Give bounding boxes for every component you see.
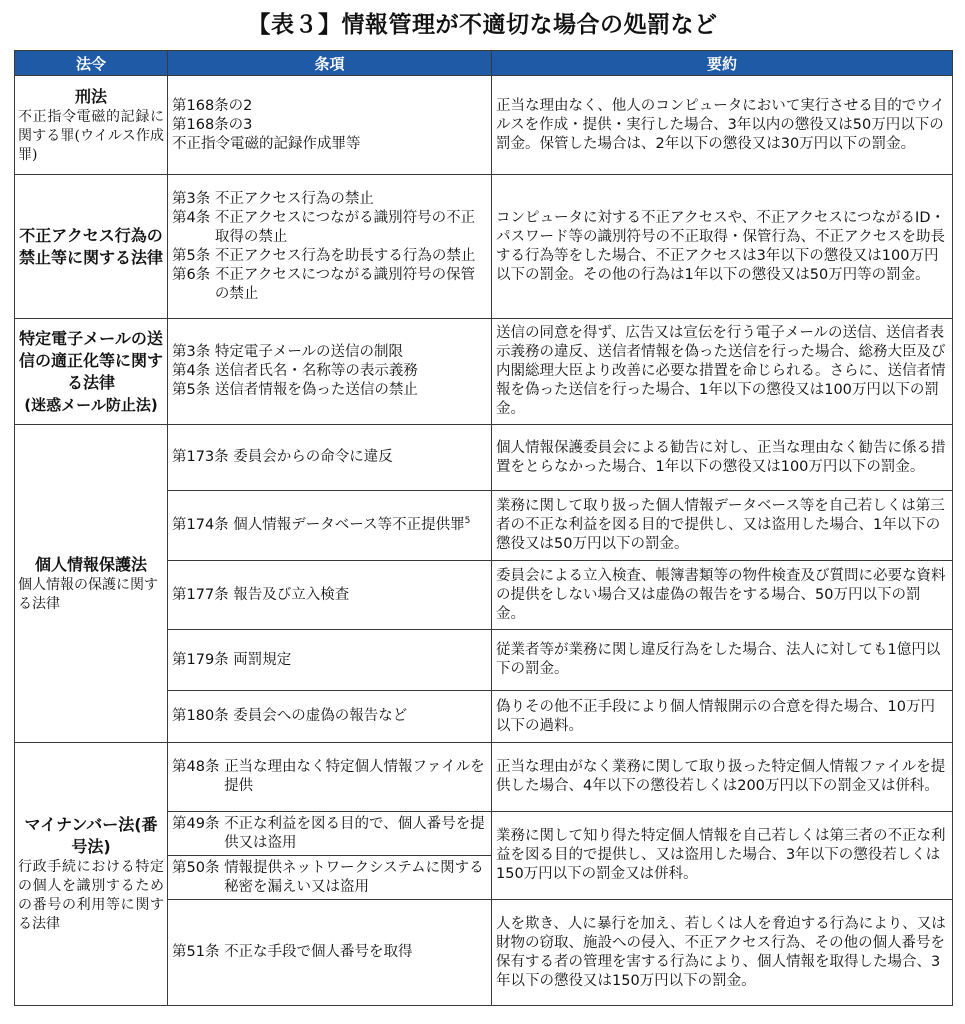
article-cell bbox=[168, 691, 492, 743]
table-row bbox=[15, 743, 953, 812]
table-row bbox=[15, 425, 953, 491]
summary-cell: 従業者等が業務に関し違反行為をした場合、法人に対しても1億円以下の罰金。 bbox=[492, 630, 953, 691]
law-subtitle: 不正指令電磁的記録に関する罪(ウイルス作成罪) bbox=[18, 108, 164, 163]
article-desc: 委員会からの命令に違反 bbox=[233, 449, 393, 465]
law-cell bbox=[15, 743, 168, 1006]
article-cell bbox=[168, 900, 492, 1006]
article-item bbox=[172, 209, 487, 247]
law-cell bbox=[15, 319, 168, 425]
article-number: 第50条 bbox=[172, 859, 220, 876]
summary-cell: 人を欺き、人に暴行を加え、若しくは人を脅迫する行為により、又は財物の窃取、施設への侵入、不正アクセス行為、その他の個人番号を保有する者の管理を害する行為により、個人情報を取得した場合、3年以下の懲役又は150万円以下の罰金。 bbox=[492, 900, 953, 1006]
article-cell bbox=[168, 425, 492, 491]
article-item bbox=[172, 362, 487, 381]
article-item bbox=[172, 943, 487, 962]
summary-cell: 業務に関して取り扱った個人情報データベース等を自己若しくは第三者の不正な利益を図る目的で提供し、又は盗用した場合、1年以下の懲役又は50万円以下の罰金。 bbox=[492, 491, 953, 561]
summary-cell: 業務に関して知り得た特定個人情報を自己若しくは第三者の不正な利益を図る目的で提供し、又は盗用した場合、3年以下の懲役若しくは150万円以下の罰金又は併科。 bbox=[492, 812, 953, 900]
article-cell bbox=[168, 175, 492, 319]
article-item bbox=[172, 448, 487, 467]
law-name: 個人情報保護法 bbox=[34, 554, 147, 574]
table-row bbox=[15, 319, 953, 425]
article-number: 第180条 bbox=[172, 708, 229, 724]
summary-cell: 正当な理由がなく業務に関して取り扱った特定個人情報ファイルを提供した場合、4年以下の懲役若しくは200万円以下の罰金又は併科。 bbox=[492, 743, 953, 812]
article-item bbox=[172, 707, 487, 726]
article-item bbox=[172, 815, 487, 853]
article-item bbox=[172, 859, 487, 897]
header-summary: 要約 bbox=[492, 51, 953, 76]
article-line: 第168条の2 bbox=[172, 97, 253, 114]
article-desc: 送信者氏名・名称等の表示義務 bbox=[214, 363, 418, 379]
article-cell bbox=[168, 812, 492, 856]
article-desc-text: 個人情報データベース等不正提供罪 bbox=[233, 517, 465, 533]
article-desc: 不正アクセスにつながる識別符号の保管の禁止 bbox=[214, 266, 476, 302]
article-item bbox=[172, 381, 487, 400]
article-desc: 報告及び立入検査 bbox=[233, 586, 350, 603]
article-number: 第173条 bbox=[172, 449, 229, 465]
law-alias: (迷惑メール防止法) bbox=[24, 395, 158, 414]
law-cell bbox=[15, 76, 168, 175]
table-title: 【表３】情報管理が不適切な場合の処罰など bbox=[247, 12, 718, 38]
article-line: 第168条の3 bbox=[172, 116, 253, 133]
law-name: 不正アクセス行為の禁止等に関する法律 bbox=[18, 225, 163, 267]
article-number: 第5条 bbox=[172, 382, 211, 398]
article-item bbox=[172, 247, 487, 266]
article-desc: 送信者情報を偽った送信の禁止 bbox=[214, 382, 418, 398]
article-desc: 不正な利益を図る目的で、個人番号を提供又は盗用 bbox=[224, 815, 485, 851]
summary-cell: 偽りその他不正手段により個人情報開示の合意を得た場合、10万円以下の過料。 bbox=[492, 691, 953, 743]
article-number: 第6条 bbox=[172, 266, 211, 283]
law-cell bbox=[15, 175, 168, 319]
article-item bbox=[172, 586, 487, 605]
article-cell bbox=[168, 491, 492, 561]
article-item bbox=[172, 758, 487, 796]
article-number: 第4条 bbox=[172, 209, 211, 226]
article-number: 第5条 bbox=[172, 247, 211, 264]
law-cell bbox=[15, 425, 168, 743]
summary-cell: 委員会による立入検査、帳簿書類等の物件検査及び質問に必要な資料の提供をしない場合又は虚偽の報告をする場合、50万円以下の罰金。 bbox=[492, 561, 953, 630]
article-item bbox=[172, 266, 487, 304]
summary-cell: コンピュータに対する不正アクセスや、不正アクセスにつながるID・パスワード等の識別符号の不正取得・保管行為、不正アクセスを助長する行為等をした場合、不正アクセスは3年以下の懲役又は100万円以下の罰金。その他の行為は1年以下の懲役又は50万円等の罰金。 bbox=[492, 175, 953, 319]
article-number: 第3条 bbox=[172, 344, 211, 360]
law-name: マイナンバー法(番号法) bbox=[24, 815, 158, 856]
article-cell bbox=[168, 630, 492, 691]
law-subtitle: 行政手続における特定の個人を識別するための番号の利用等に関する法律 bbox=[18, 859, 164, 932]
article-item bbox=[172, 343, 487, 362]
summary-cell: 個人情報保護委員会による勧告に対し、正当な理由なく勧告に係る措置をとらなかった場合、1年以下の懲役又は100万円以下の罰金。 bbox=[492, 425, 953, 491]
article-number: 第49条 bbox=[172, 815, 220, 832]
article-desc: 不正な手段で個人番号を取得 bbox=[224, 944, 413, 960]
law-subtitle: 個人情報の保護に関する法律 bbox=[18, 576, 158, 612]
summary-cell: 正当な理由なく、他人のコンピュータにおいて実行させる目的でウイルスを作成・提供・実行した場合、3年以内の懲役又は50万円以下の罰金。保管した場合は、2年以下の懲役又は30万円以下の罰金。 bbox=[492, 76, 953, 175]
article-number: 第4条 bbox=[172, 363, 211, 379]
article-cell bbox=[168, 76, 492, 175]
article-cell bbox=[168, 743, 492, 812]
article-line: 不正指令電磁的記録作成罪等 bbox=[172, 135, 361, 152]
article-cell bbox=[168, 856, 492, 900]
table-row bbox=[15, 76, 953, 175]
article-desc bbox=[233, 516, 487, 535]
law-name: 刑法 bbox=[74, 86, 107, 106]
header-article: 条項 bbox=[168, 51, 492, 76]
article-desc: 特定電子メールの送信の制限 bbox=[214, 344, 404, 360]
article-number: 第177条 bbox=[172, 586, 229, 603]
article-cell bbox=[168, 561, 492, 630]
article-number: 第3条 bbox=[172, 190, 211, 207]
article-desc: 不正アクセス行為を助長する行為の禁止 bbox=[214, 247, 476, 264]
article-number: 第179条 bbox=[172, 651, 229, 668]
footnote-marker: 5 bbox=[464, 516, 471, 527]
article-cell bbox=[168, 319, 492, 425]
article-desc: 正当な理由なく特定個人情報ファイルを提供 bbox=[224, 759, 485, 794]
article-number: 第48条 bbox=[172, 759, 220, 775]
article-desc: 情報提供ネットワークシステムに関する秘密を漏えい又は盗用 bbox=[224, 859, 484, 895]
article-desc: 不正アクセスにつながる識別符号の不正取得の禁止 bbox=[214, 209, 476, 245]
article-item bbox=[172, 516, 487, 535]
header-row bbox=[15, 51, 953, 76]
law-name: 特定電子メールの送信の適正化等に関する法律 bbox=[18, 328, 163, 392]
penalty-table bbox=[14, 50, 953, 1006]
article-number: 第174条 bbox=[172, 517, 229, 533]
summary-cell: 送信の同意を得ず、広告又は宣伝を行う電子メールの送信、送信者表示義務の違反、送信者情報を偽った送信を行った場合、総務大臣及び内閣総理大臣より改善に必要な措置を命じられる。さらに、送信者情報を偽った送信を行った場合、1年以下の懲役又は100万円以下の罰金。 bbox=[492, 319, 953, 425]
article-desc: 不正アクセス行為の禁止 bbox=[214, 190, 374, 207]
table-row bbox=[15, 175, 953, 319]
article-number: 第51条 bbox=[172, 944, 220, 960]
article-desc: 委員会への虚偽の報告など bbox=[233, 708, 408, 724]
article-item bbox=[172, 651, 487, 670]
article-item bbox=[172, 190, 487, 209]
article-desc: 両罰規定 bbox=[233, 651, 292, 668]
header-law: 法令 bbox=[15, 51, 168, 76]
